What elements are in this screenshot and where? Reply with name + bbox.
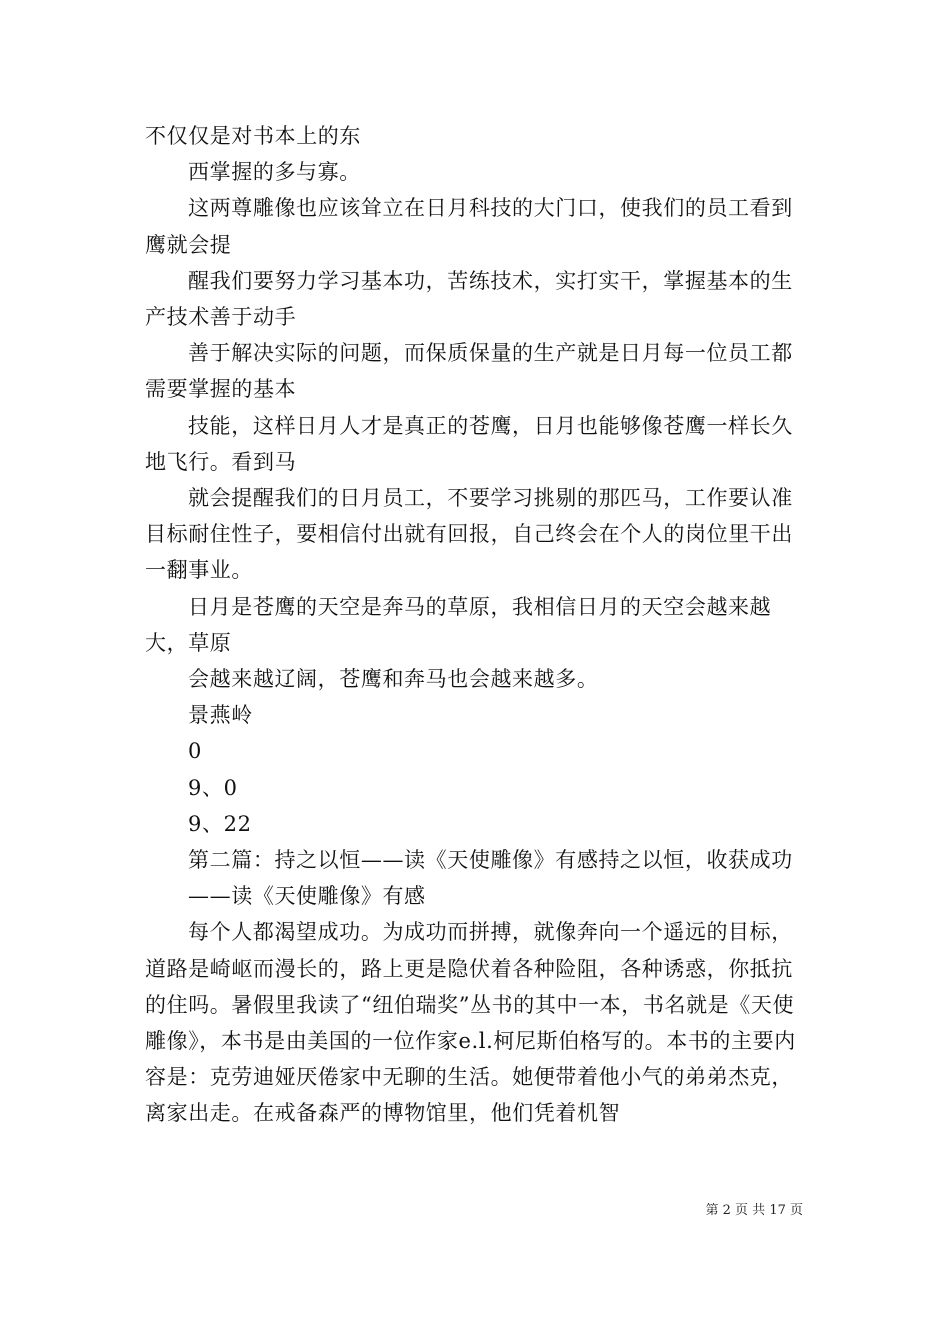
paragraph: 每个人都渴望成功。为成功而拼搏，就像奔向一个遥远的目标，道路是崎岖而漫长的，路上更是隐伏着各种险阻，各种诱惑，你抵抗的住吗。暑假里我读了“纽伯瑞奖”丛书的其中一本，书名就是《天使雕像》，本书是由美国的一位作家e.l.柯尼斯伯格写的。本书的主要内容是：克劳迪娅厌倦家中无聊的生活。她便带着他小气的弟弟杰克，离家出走。在戒备森严的博物馆里，他们凭着机智 bbox=[145, 920, 796, 1126]
paragraph: 会越来越辽阔，苍鹰和奔马也会越来越多。 bbox=[188, 667, 599, 692]
paragraph: 日月是苍鹰的天空是奔马的草原，我相信日月的天空会越来越大，草原 bbox=[145, 594, 772, 655]
paragraph: 技能，这样日月人才是真正的苍鹰，日月也能够像苍鹰一样长久地飞行。看到马 bbox=[145, 413, 793, 474]
paragraph: 不仅仅是对书本上的东 bbox=[145, 124, 361, 148]
page-number-footer: 第 2 页 共 17 页 bbox=[705, 1203, 803, 1218]
paragraph: 就会提醒我们的日月员工，不要学习挑剔的那匹马，工作要认准目标耐住性子，要相信付出就有回报，自己终会在个人的岗位里干出一翻事业。 bbox=[145, 486, 793, 583]
date-line: 0 bbox=[188, 739, 203, 764]
date-line: 9、22 bbox=[188, 811, 252, 836]
paragraph: 这两尊雕像也应该耸立在日月科技的大门口，使我们的员工看到鹰就会提 bbox=[145, 196, 793, 257]
paragraph: 醒我们要努力学习基本功，苦练技术，实打实干，掌握基本的生产技术善于动手 bbox=[145, 268, 793, 330]
author-name: 景燕岭 bbox=[188, 703, 253, 728]
paragraph: 善于解决实际的问题，而保质保量的生产就是日月每一位员工都需要掌握的基本 bbox=[145, 341, 793, 402]
section-subtitle: ——读《天使雕像》有感 bbox=[188, 884, 426, 909]
date-line: 9、0 bbox=[188, 775, 238, 800]
paragraph: 西掌握的多与寡。 bbox=[188, 160, 361, 185]
document-body bbox=[145, 118, 810, 1132]
section-title: 第二篇：持之以恒——读《天使雕像》有感持之以恒，收获成功 bbox=[188, 848, 793, 873]
